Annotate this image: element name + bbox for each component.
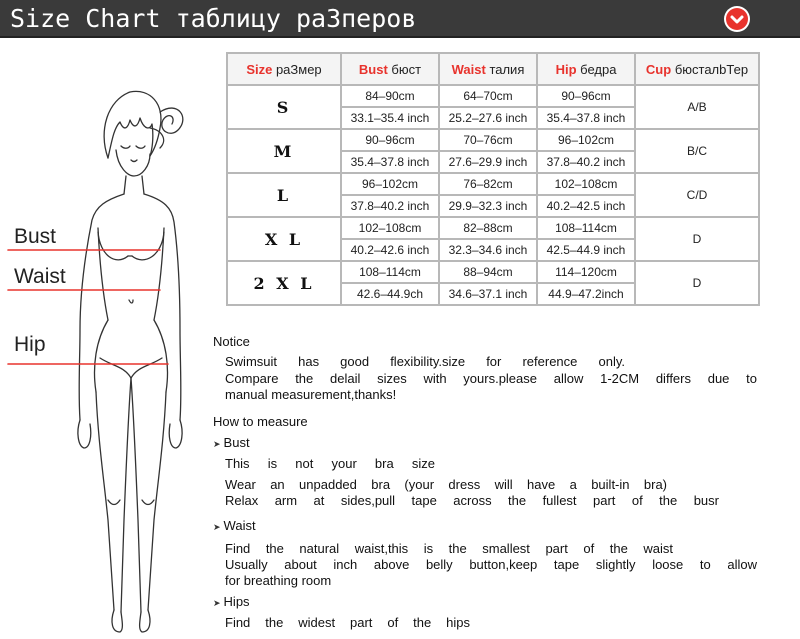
arrow-right-icon: ➤	[213, 598, 221, 608]
waist-cm-cell: 88–94cm	[439, 261, 537, 283]
arrow-right-icon: ➤	[213, 522, 221, 532]
bust-instruction: Wear an unpadded bra (your dress will have a built-in bra)	[225, 477, 667, 492]
header-hip: Hip бедра	[537, 53, 635, 85]
bust-cm-cell: 108–114cm	[341, 261, 439, 283]
size-cell: M	[227, 129, 341, 173]
bust-inch-cell: 37.8–40.2 inch	[341, 195, 439, 217]
waist-inch-cell: 32.3–34.6 inch	[439, 239, 537, 261]
waist-cm-cell: 64–70cm	[439, 85, 537, 107]
header-cup: Cup бюсталbТер	[635, 53, 759, 85]
table-header-row	[227, 53, 759, 85]
hip-inch-cell: 37.8–40.2 inch	[537, 151, 635, 173]
size-cell: S	[227, 85, 341, 129]
size-cell: 2 X L	[227, 261, 341, 305]
hip-inch-cell: 44.9–47.2inch	[537, 283, 635, 305]
hip-cm-cell: 108–114cm	[537, 217, 635, 239]
bust-instruction: This is not your bra size	[225, 456, 435, 471]
waist-cm-cell: 82–88cm	[439, 217, 537, 239]
hip-cm-cell: 96–102cm	[537, 129, 635, 151]
bust-cm-cell: 84–90cm	[341, 85, 439, 107]
bust-cm-cell: 90–96cm	[341, 129, 439, 151]
bust-section-title: ➤ Bust	[213, 435, 250, 450]
hip-cm-cell: 114–120cm	[537, 261, 635, 283]
bust-inch-cell: 40.2–42.6 inch	[341, 239, 439, 261]
waist-inch-cell: 27.6–29.9 inch	[439, 151, 537, 173]
size-cell: X L	[227, 217, 341, 261]
hip-inch-cell: 35.4–37.8 inch	[537, 107, 635, 129]
size-cell: L	[227, 173, 341, 217]
hips-section-title: ➤ Hips	[213, 594, 250, 609]
notice-line: Compare the delail sizes with yours.please allow 1-2CM differs due to	[225, 371, 757, 386]
header-bust: Bust бюст	[341, 53, 439, 85]
waist-inch-cell: 25.2–27.6 inch	[439, 107, 537, 129]
waist-instruction: Usually about inch above belly button,keep tape slightly loose to allow	[225, 557, 757, 572]
header-waist: Waist талия	[439, 53, 537, 85]
waist-instruction: Find the natural waist,this is the smallest part of the waist	[225, 541, 673, 556]
bust-label: Bust	[14, 225, 57, 248]
notice-line: Swimsuit has good flexibility.size for reference only.	[225, 354, 625, 369]
bust-cm-cell: 96–102cm	[341, 173, 439, 195]
header-size: Size раЗмер	[227, 53, 341, 85]
notice-line: manual measurement,thanks!	[225, 387, 397, 402]
bust-inch-cell: 42.6–44.9ch	[341, 283, 439, 305]
hip-inch-cell: 40.2–42.5 inch	[537, 195, 635, 217]
table-row	[227, 129, 759, 151]
hip-cm-cell: 90–96cm	[537, 85, 635, 107]
cup-cell: A/B	[635, 85, 759, 129]
cup-cell: B/C	[635, 129, 759, 173]
bust-inch-cell: 33.1–35.4 inch	[341, 107, 439, 129]
cup-cell: D	[635, 217, 759, 261]
hip-label: Hip	[14, 333, 46, 356]
cup-cell: C/D	[635, 173, 759, 217]
table-row	[227, 173, 759, 195]
table-row	[227, 217, 759, 239]
waist-section-title: ➤ Waist	[213, 518, 256, 533]
waist-inch-cell: 29.9–32.3 inch	[439, 195, 537, 217]
hip-cm-cell: 102–108cm	[537, 173, 635, 195]
waist-cm-cell: 70–76cm	[439, 129, 537, 151]
waist-cm-cell: 76–82cm	[439, 173, 537, 195]
waist-inch-cell: 34.6–37.1 inch	[439, 283, 537, 305]
how-to-heading: How to measure	[213, 414, 308, 429]
hips-instruction: Find the widest part of the hips	[225, 615, 470, 630]
header-bar	[0, 0, 800, 38]
chevron-down-icon[interactable]	[724, 6, 750, 32]
notice-heading: Notice	[213, 334, 250, 349]
waist-label: Waist	[14, 265, 66, 288]
bust-instruction: Relax arm at sides,pull tape across the fullest part of the busr	[225, 493, 719, 508]
size-chart-table	[226, 52, 760, 306]
hip-inch-cell: 42.5–44.9 inch	[537, 239, 635, 261]
table-row	[227, 85, 759, 107]
bust-cm-cell: 102–108cm	[341, 217, 439, 239]
cup-cell: D	[635, 261, 759, 305]
waist-instruction: for breathing room	[225, 573, 332, 588]
table-row	[227, 261, 759, 283]
page-title: Size Chart таблицу раЗперов	[10, 4, 417, 33]
arrow-right-icon: ➤	[213, 439, 221, 449]
bust-inch-cell: 35.4–37.8 inch	[341, 151, 439, 173]
